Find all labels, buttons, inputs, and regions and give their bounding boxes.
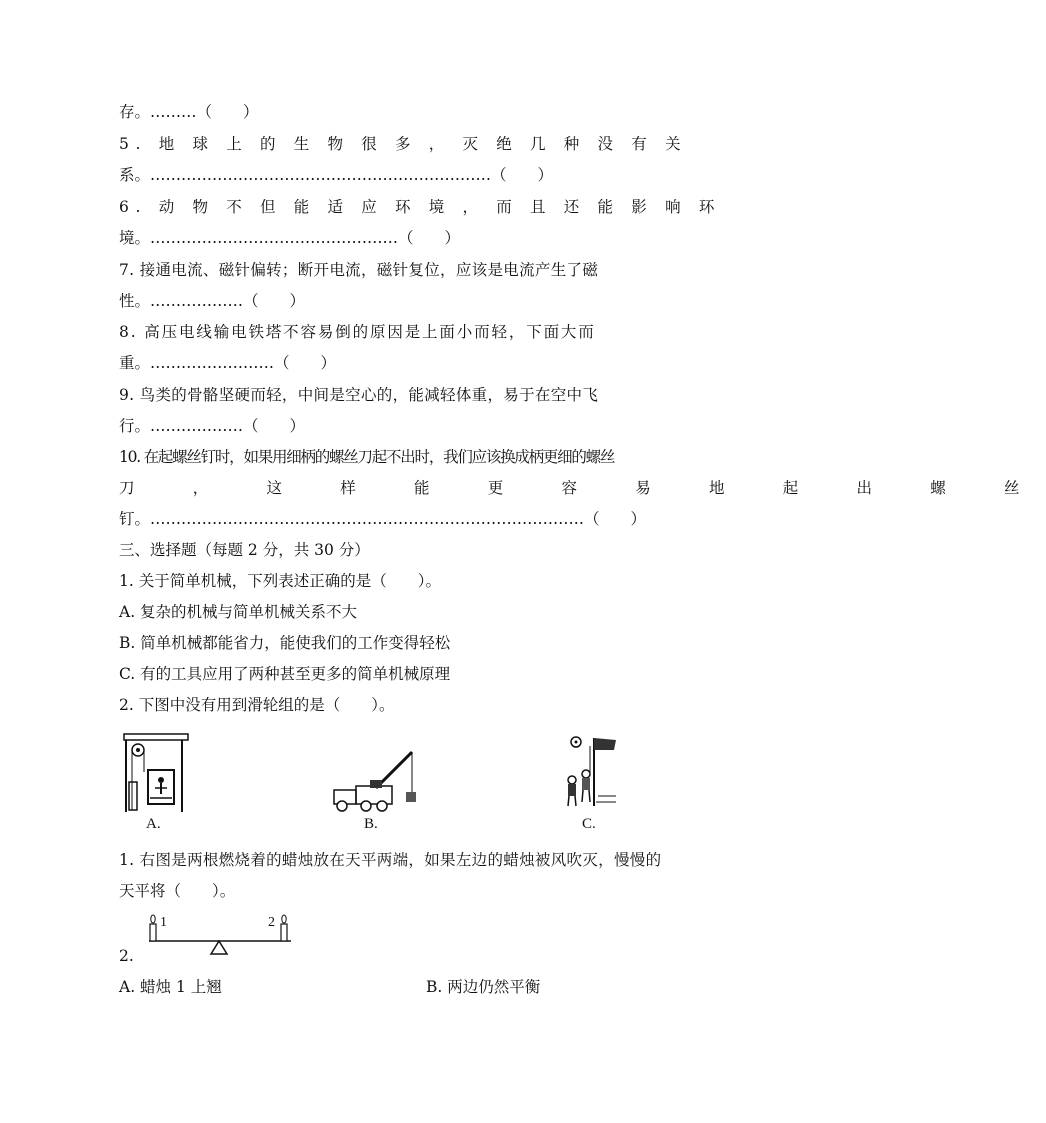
q10-line1: 10. 在起螺丝钉时，如果用细柄的螺丝刀起不出时，我们应该换成柄更细的螺丝 [119,448,615,466]
q6-line2: 境。…………………………………………（ ） [119,229,461,247]
figure-label-c: C. [582,816,596,832]
pulley-lift-figure [122,732,190,814]
choice-q1: 1. 关于简单机械，下列表述正确的是（ ）。 [119,572,441,590]
q7-line1: 7. 接通电流、磁针偏转；断开电流，磁针复位，应该是电流产生了磁 [119,261,599,279]
figure-label-b: B. [364,816,378,832]
choice-q3-option-a: A. 蜡烛 1 上翘 [119,978,222,996]
figure-label-a: A. [146,816,161,832]
q9-line1: 9. 鸟类的骨骼坚硬而轻，中间是空心的，能减轻体重，易于在空中飞 [119,386,599,404]
q5-line2: 系。…………………………………………………………（ ） [119,166,554,184]
q6-line1: 6. 动 物 不 但 能 适 应 环 境 ， 而 且 还 能 影 响 环 [119,198,721,216]
flag-raising-figure [560,736,620,812]
choice-q3-line1: 1. 右图是两根燃烧着的蜡烛放在天平两端，如果左边的蜡烛被风吹灭，慢慢的 [119,851,662,869]
choice-q3-option-b: B. 两边仍然平衡 [426,978,541,996]
choice-q3-line2: 天平将（ ）。 [119,882,236,900]
q7-line2: 性。………………（ ） [119,292,306,310]
choice-q1-option-b: B. 简单机械都能省力，能使我们的工作变得轻松 [119,634,451,652]
q5-line1 [119,134,688,154]
q8-line2: 重。……………………（ ） [119,354,337,372]
choice-q1-option-a: A. 复杂的机械与简单机械关系不大 [119,603,358,621]
choice-q2: 2. 下图中没有用到滑轮组的是（ ）。 [119,696,395,714]
section-3-heading: 三、选择题（每题 2 分，共 30 分） [119,541,370,559]
candle-label-2: 2 [268,915,275,930]
q9-line2: 行。………………（ ） [119,417,306,435]
q10-line2: 刀 ， 这 样 能 更 容 易 地 起 出 螺 丝 [119,479,1046,497]
candle-label-1: 1 [160,915,167,930]
crane-truck-figure [332,748,416,812]
q8-line1: 8. 高压电线输电铁塔不容易倒的原因是上面小而轻，下面大而 [119,323,596,341]
q10-line3: 钉。…………………………………………………………………………（ ） [119,510,647,528]
q5-text: 5. 地 球 上 的 生 物 很 多 ， 灭 绝 几 种 没 有 关 [119,135,688,153]
choice-q1-option-c: C. 有的工具应用了两种甚至更多的简单机械原理 [119,665,451,683]
choice-q3-number: 2. [119,947,134,965]
q4-continuation: 存。………（ ） [119,103,259,121]
